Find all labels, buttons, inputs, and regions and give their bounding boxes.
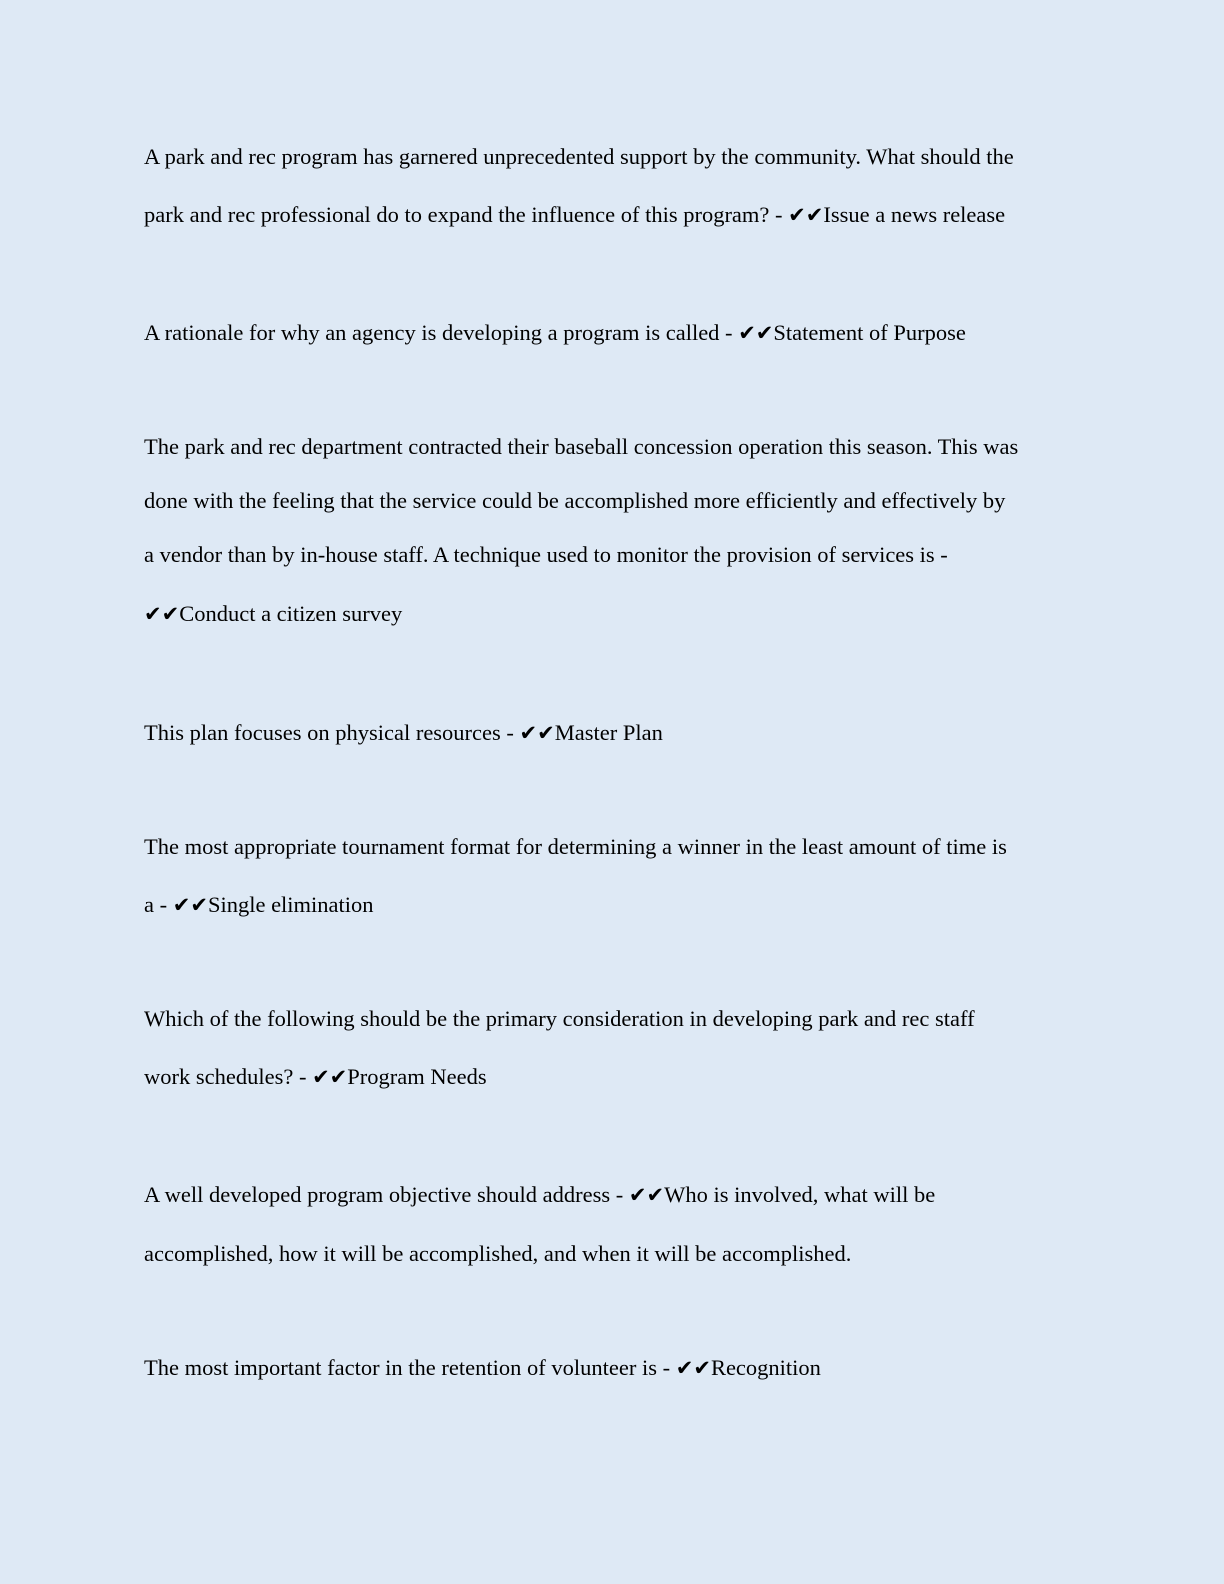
question-answer-line	[144, 1062, 1084, 1092]
double-check-icon: ✔✔	[519, 721, 555, 745]
question-answer-line	[144, 718, 1084, 748]
double-check-icon: ✔✔	[788, 203, 824, 227]
double-check-icon: ✔✔	[144, 602, 180, 626]
qa-item	[144, 1180, 1084, 1269]
question-text: A rationale for why an agency is developing a program is called -	[144, 320, 739, 345]
answer-text: Recognition	[710, 1355, 821, 1380]
answer-text: Issue a news release	[823, 202, 1006, 227]
double-check-icon: ✔✔	[675, 1356, 711, 1380]
double-check-icon: ✔✔	[628, 1183, 665, 1207]
qa-item	[144, 1353, 1084, 1383]
question-line: done with the feeling that the service could be accomplished more efficiently and effectively by	[144, 488, 1006, 513]
question-line: A park and rec program has garnered unprecedented support by the community. What should the	[144, 144, 1014, 169]
double-check-icon: ✔✔	[738, 321, 774, 345]
question-text: work schedules? -	[144, 1064, 313, 1089]
qa-item	[144, 1004, 1084, 1092]
question-text: park and rec professional do to expand the influence of this program? -	[144, 202, 789, 227]
question-text: This plan focuses on physical resources -	[144, 720, 520, 745]
qa-item	[144, 432, 1084, 629]
double-check-icon: ✔✔	[172, 893, 208, 917]
answer-text: Single elimination	[207, 892, 374, 917]
answer-text: Conduct a citizen survey	[179, 601, 403, 626]
question-answer-line	[144, 200, 1084, 230]
double-check-icon: ✔✔	[312, 1065, 348, 1089]
question-text: The most important factor in the retention of volunteer is -	[144, 1355, 676, 1380]
qa-item	[144, 718, 1084, 748]
question-line: The most appropriate tournament format for determining a winner in the least amount of time is	[144, 834, 1007, 859]
question-line: Which of the following should be the primary consideration in developing park and rec staff	[144, 1006, 975, 1031]
question-answer-line	[144, 1353, 1084, 1383]
answer-continuation-line: accomplished, how it will be accomplished, and when it will be accomplished.	[144, 1241, 852, 1266]
question-text: A well developed program objective should address -	[144, 1182, 629, 1207]
qa-item	[144, 318, 1084, 348]
question-answer-line	[144, 890, 1084, 920]
answer-text: Program Needs	[347, 1064, 487, 1089]
question-line: The park and rec department contracted their baseball concession operation this season. This was	[144, 434, 1019, 459]
question-line: a vendor than by in-house staff. A technique used to monitor the provision of services is -	[144, 542, 948, 567]
question-answer-line	[144, 318, 1084, 348]
answer-text: Statement of Purpose	[773, 320, 966, 345]
question-text: a -	[144, 892, 173, 917]
question-answer-line	[144, 1180, 1084, 1210]
answer-line	[144, 599, 1084, 629]
answer-text: Who is involved, what will be	[664, 1182, 936, 1207]
answer-text: Master Plan	[554, 720, 663, 745]
qa-item	[144, 142, 1084, 230]
qa-item	[144, 832, 1084, 920]
